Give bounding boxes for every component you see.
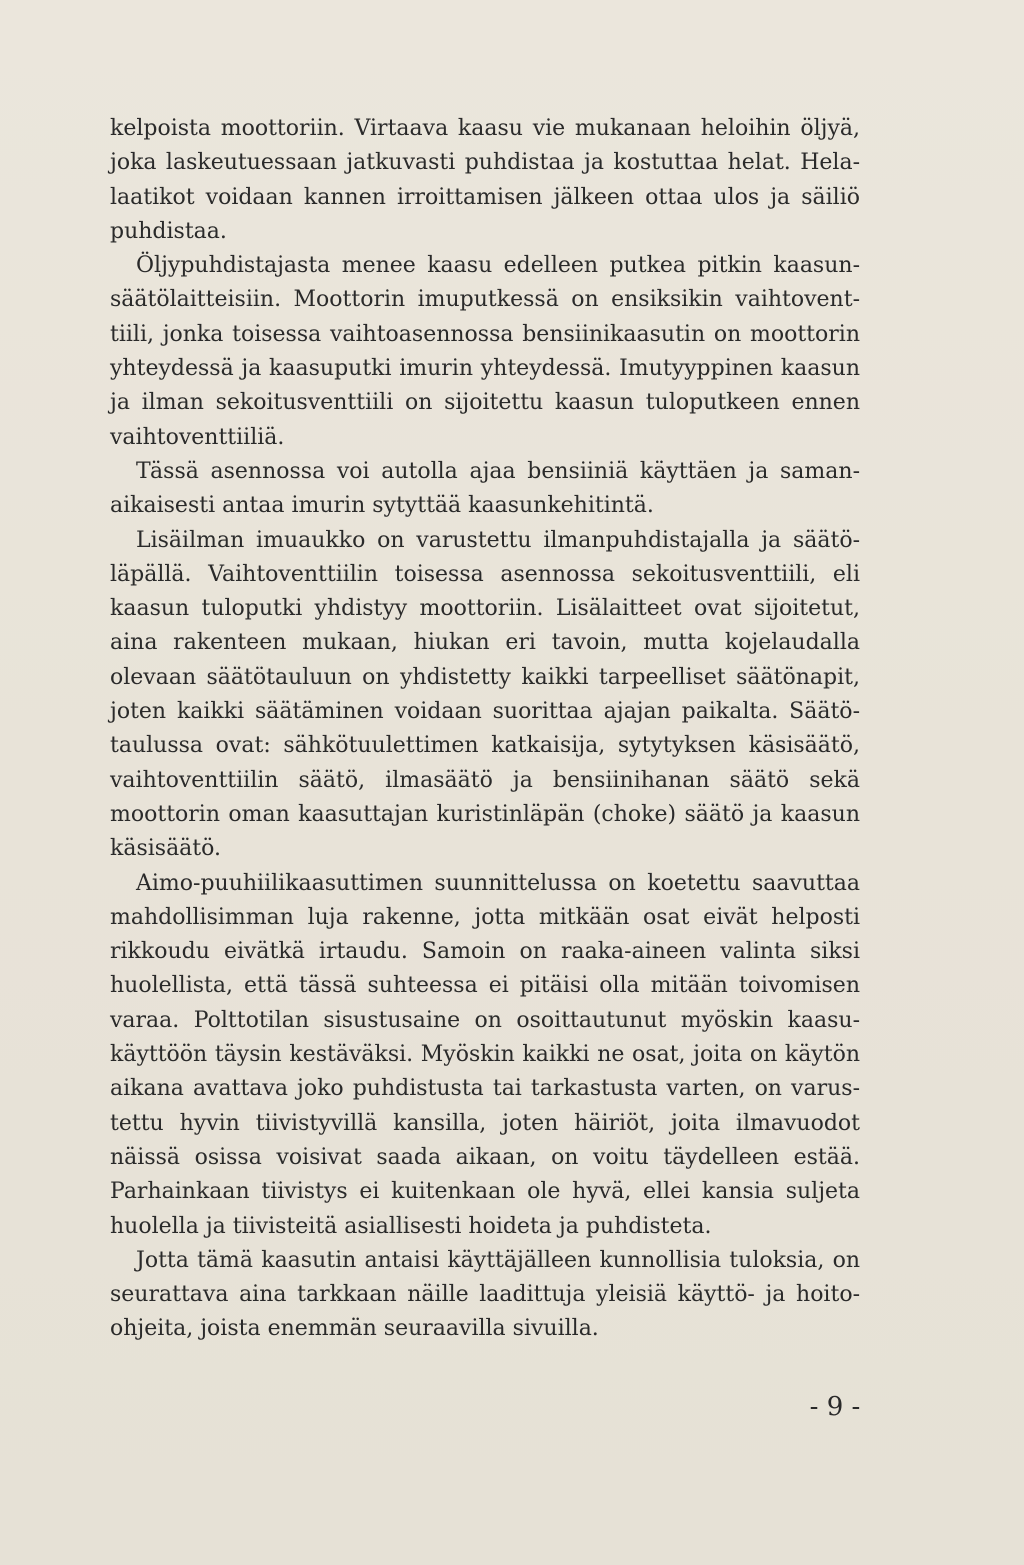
paragraph-2: Öljypuhdistajasta menee kaasu edelleen putkea pitkin kaasunsäätölaitteisiin. Moottorin imuputkessä on ensiksikin vaihtoventtiili, jonka toisessa vaihtoasennossa bensiinikaasutin on moottorin yhteydessä ja kaasuputki imurin yhteydessä. Imutyyppinen kaasun ja ilman sekoitusventtiili on sijoitettu kaasun tuloputkeen ennen vaihtoventtiiliä. [110,253,860,450]
paragraph-4: Lisäilman imuaukko on varustettu ilmanpuhdistajalla ja säätöläpällä. Vaihtoventtiilin toisessa asennossa sekoitusventtiili, eli kaasun tuloputki yhdistyy moottoriin. Lisälaitteet ovat sijoitetut, aina rakenteen mukaan, hiukan eri tavoin, mutta kojelaudalla olevaan säätötauluun on yhdistetty kaikki tarpeelliset säätönapit, joten kaikki säätäminen voidaan suorittaa ajajan paikalta. Säätötaulussa ovat: sähkötuulettimen katkaisija, sytytyksen käsisäätö, vaihtoventtiilin säätö, ilmasäätö ja bensiinihanan säätö sekä moottorin oman kaasuttajan kuristinläpän (choke) säätö ja kaasun käsisäätö. [110,527,860,862]
paragraph-5: Aimo-puuhiilikaasuttimen suunnittelussa on koetettu saavuttaa mahdollisimman luja rakenne, jotta mitkään osat eivät helposti rikkoudu eivätkä irtaudu. Samoin on raaka-aineen valinta siksi huolellista, että tässä suhteessa ei pitäisi olla mitään toivomisen varaa. Polttotilan sisustusaine on osoittautunut myöskin kaasukäyttöön täysin kestäväksi. Myöskin kaikki ne osat, joita on käytön aikana avattava joko puhdistusta tai tarkastusta varten, on varustettu hyvin tiivistyvillä kansilla, joten häiriöt, joita ilmavuodot näissä osissa voisivat saada aikaan, on voitu täydelleen estää. Parhainkaan tiivistys ei kuitenkaan ole hyvä, ellei kansia suljeta huolella ja tiivisteitä asiallisesti hoideta ja puhdisteta. [110,870,860,1239]
page-number: - 9 - [809,1392,861,1422]
paragraph-1: kelpoista moottoriin. Virtaava kaasu vie mukanaan heloihin öljyä, joka laskeutuessaan jatkuvasti puhdistaa ja kostuttaa helat. Helalaatikot voidaan kannen irroittamisen jälkeen ottaa ulos ja säiliö puhdistaa. [110,116,860,244]
paragraph-3: Tässä asennossa voi autolla ajaa bensiiniä käyttäen ja samanaikaisesti antaa imurin sytyttää kaasunkehitintä. [110,458,860,519]
paragraph-6: Jotta tämä kaasutin antaisi käyttäjälleen kunnollisia tuloksia, on seurattava aina tarkkaan näille laadittuja yleisiä käyttö- ja hoitoohjeita, joista enemmän seuraavilla sivuilla. [110,1247,860,1342]
body-text [110,112,860,1347]
